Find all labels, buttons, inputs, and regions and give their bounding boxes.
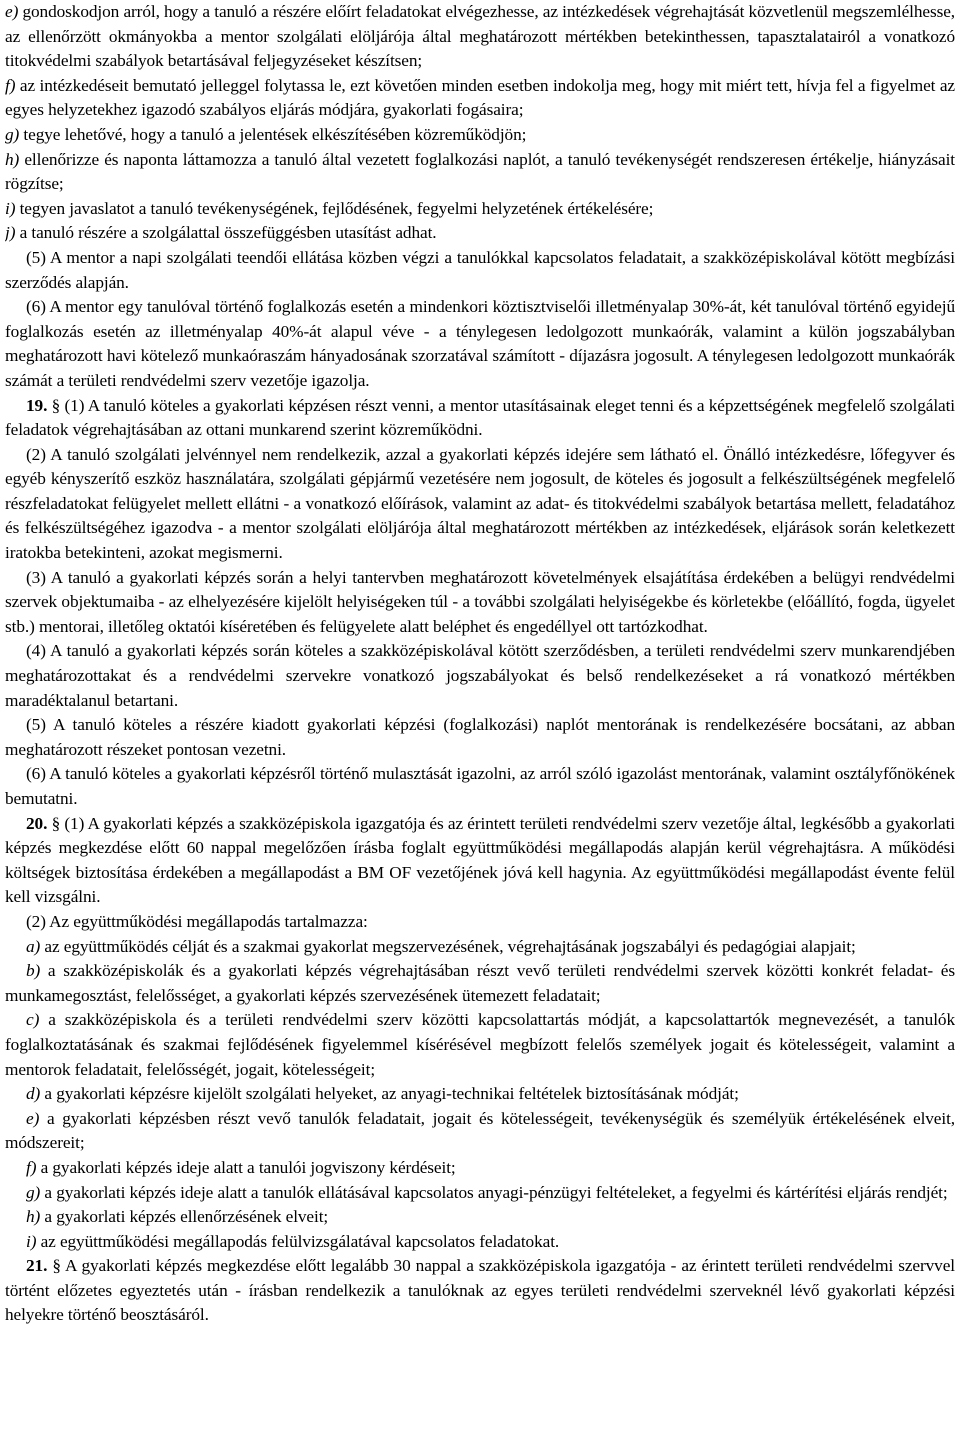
- document-page: [5, 0, 955, 1448]
- paragraph: [5, 123, 955, 148]
- paragraph: [5, 762, 955, 811]
- section-number: 21.: [26, 1256, 48, 1276]
- paragraph-text: (4) A tanuló a gyakorlati képzés során köteles a szakközépiskolával kötött szerződésben, a területi rendvédelmi szerv munkarendjében meghatározottakat és a rendvédelmi szervekre vonatkozó jogszabályokat és belső rendelkezéseket a rá vonatkozó mértékben maradéktalanul betartani.: [5, 641, 955, 710]
- list-marker: g): [26, 1182, 41, 1202]
- paragraph-text: a szakközépiskolák és a gyakorlati képzés végrehajtásában részt vevő területi rendvédelmi szervek közötti konkrét feladat- és munkamegosztást, felelősséget, a gyakorlati képzés szervezésének ütemezett feladatait;: [5, 961, 955, 1005]
- paragraph-text: § (1) A tanuló köteles a gyakorlati képzésen részt venni, a mentor utasításainak eleget tenni és a képzettségének megfelelő szolgálati feladatok végrehajtásában az ottani munkarend szerint közreműködni.: [5, 395, 955, 440]
- list-marker: b): [26, 961, 41, 981]
- paragraph-text: tegyen javaslatot a tanuló tevékenységének, fejlődésének, fegyelmi helyzetének értékelésére;: [15, 198, 654, 218]
- list-marker: g): [5, 124, 20, 144]
- paragraph-text: (3) A tanuló a gyakorlati képzés során a helyi tantervben meghatározott követelmények elsajátítása érdekében a belügyi rendvédelmi szervek objektumaiba - az elhelyezésére kijelölt helyiségeken túl - a további szolgálati helyiségekbe és körletekbe (előállító, fogda, ügyelet stb.) mentorai, illetőleg oktatói kíséretében és felügyelete alatt beléphet és engedéllyel ott tartózkodhat.: [5, 567, 955, 636]
- list-marker: h): [5, 149, 20, 169]
- paragraph-text: § (1) A gyakorlati képzés a szakközépiskola igazgatója és az érintett területi rendvédelmi szerv vezetője által, legkésőbb a gyakorlati képzés megkezdése előtt 60 nappal megelőzően írásba foglalt együttműködési megállapodás alapján kerül végrehajtásra. A működési költségek biztosítása érdekében a megállapodást a BM OF vezetőjének jóvá kell hagynia. Az együttműködési megállapodást évente felül kell vizsgálni.: [5, 813, 955, 907]
- paragraph: [5, 1181, 955, 1206]
- paragraph: [5, 935, 955, 960]
- list-marker: d): [26, 1084, 41, 1104]
- paragraph-text: a tanuló részére a szolgálattal összefüggésben utasítást adhat.: [15, 223, 437, 243]
- paragraph-text: a gyakorlati képzés ideje alatt a tanulók ellátásával kapcsolatos anyagi-pénzügyi feltételeket, a fegyelmi és kártérítési eljárás rendjét;: [40, 1182, 948, 1202]
- paragraph-text: (6) A tanuló köteles a gyakorlati képzésről történő mulasztását igazolni, az arról szóló igazolást mentorának, valamint osztályfőnökének bemutatni.: [5, 764, 955, 808]
- paragraph: [5, 394, 955, 443]
- list-marker: i): [5, 198, 16, 218]
- list-marker: e): [5, 2, 19, 21]
- paragraph: [5, 910, 955, 935]
- paragraph-text: a gyakorlati képzésben részt vevő tanulók feladatait, jogait és kötelességeit, tevékenységük és személyük értékelésének elveit, módszereit;: [5, 1108, 955, 1153]
- paragraph: [5, 1230, 955, 1255]
- paragraph-text: az együttműködési megállapodás felülvizsgálatával kapcsolatos feladatokat.: [36, 1231, 560, 1251]
- paragraph-text: § A gyakorlati képzés megkezdése előtt legalább 30 nappal a szakközépiskola igazgatója - az érintett területi rendvédelmi szervvel történt előzetes egyeztetés után - írásban rendelkezik a tanulóknak az egyes területi rendvédelmi szerveknél lévő gyakorlati képzési helyekre történő beosztásáról.: [5, 1256, 955, 1325]
- paragraph: [5, 0, 955, 74]
- paragraph: [5, 713, 955, 762]
- list-marker: e): [26, 1108, 40, 1128]
- paragraph: [5, 221, 955, 246]
- list-marker: c): [26, 1010, 40, 1030]
- paragraph: [5, 443, 955, 566]
- paragraph-text: az együttműködés célját és a szakmai gyakorlat megszervezésének, végrehajtásának jogszabályi és pedagógiai alapjait;: [40, 936, 856, 956]
- list-marker: f): [5, 75, 16, 95]
- paragraph-text: a gyakorlati képzés ideje alatt a tanulói jogviszony kérdéseit;: [36, 1157, 456, 1177]
- paragraph-text: gondoskodjon arról, hogy a tanuló a részére előírt feladatokat elvégezhesse, az intézkedések végrehajtását közvetlenül megszemlélhesse, az ellenőrzött okmányokba a mentor szolgálati elöljárója által meghatározott mértékben betekinthessen, tapasztalatairól a vonatkozó titokvédelmi szabályok betartásával feljegyzéseket készítsen;: [5, 2, 955, 71]
- section-number: 19.: [26, 395, 48, 415]
- paragraph: [5, 812, 955, 910]
- section-number: 20.: [26, 813, 48, 833]
- paragraph-text: az intézkedéseit bemutató jelleggel folytassa le, ezt követően minden esetben indokolja meg, hogy mit miért tett, hívja fel a figyelmet az egyes helyzetekhez igazodó szabályos eljárás módjára, gyakorlati fogásaira;: [5, 75, 955, 120]
- paragraph-text: (2) A tanuló szolgálati jelvénnyel nem rendelkezik, azzal a gyakorlati képzés idejére sem látható el. Önálló intézkedésre, lőfegyver és egyéb kényszerítő eszköz használatára, szolgálati gépjármű vezetésére nem jogosult, de köteles és jogosult a felkészültségének megfelelő részfeladatokat felügyelet mellett ellátni - a vonatkozó előírások, valamint az adat- és titokvédelmi szabályok betartása mellett, feladatához és felkészültségéhez igazodva - a mentor szolgálati elöljárója által meghatározott mértékben az intézkedések, eljárások során keletkezett iratokba betekinteni, azokat megismerni.: [5, 444, 955, 563]
- paragraph: [5, 74, 955, 123]
- paragraph: [5, 959, 955, 1008]
- paragraph-text: a szakközépiskola és a területi rendvédelmi szerv közötti kapcsolattartás módját, a kapcsolattartók megnevezését, a tanulók foglalkoztatásának és szakmai fejlődésének figyelemmel kísérésével megbízott felelős személyek jogait és kötelességeit, valamint a mentorok feladatait, felelősségét, jogait, kötelességeit;: [5, 1010, 955, 1079]
- paragraph: [5, 1008, 955, 1082]
- paragraph-text: (6) A mentor egy tanulóval történő foglalkozás esetén a mindenkori köztisztviselői illetményalap 30%-át, két tanulóval történő egyidejű foglalkozás esetén az illetményalap 40%-át alapul véve - a ténylegesen ledolgozott munkaórák, valamint a külön jogszabályban meghatározott havi kötelező munkaóraszám hányadosának szorzatával számított - díjazásra jogosult. A ténylegesen ledolgozott munkaórák számát a területi rendvédelmi szerv vezetője igazolja.: [5, 297, 955, 390]
- paragraph: [5, 1205, 955, 1230]
- paragraph: [5, 1082, 955, 1107]
- paragraph-text: a gyakorlati képzés ellenőrzésének elveit;: [40, 1207, 329, 1227]
- list-marker: j): [5, 223, 16, 243]
- paragraph: [5, 148, 955, 197]
- paragraph: [5, 295, 955, 393]
- paragraph-text: ellenőrizze és naponta láttamozza a tanuló által vezetett foglalkozási naplót, a tanuló tevékenységét rendszeresen értékelje, hiányzásait rögzítse;: [5, 149, 955, 194]
- paragraph: [5, 197, 955, 222]
- paragraph-text: tegye lehetővé, hogy a tanuló a jelentések elkészítésében közreműködjön;: [19, 124, 527, 144]
- paragraph: [5, 566, 955, 640]
- paragraph: [5, 1254, 955, 1328]
- paragraph: [5, 639, 955, 713]
- paragraph-text: (5) A mentor a napi szolgálati teendői ellátása közben végzi a tanulókkal kapcsolatos feladatait, a szakközépiskolával kötött megbízási szerződés alapján.: [5, 247, 955, 292]
- paragraph: [5, 1156, 955, 1181]
- list-marker: h): [26, 1207, 41, 1227]
- list-marker: i): [26, 1231, 37, 1251]
- list-marker: f): [26, 1157, 37, 1177]
- paragraph-text: (5) A tanuló köteles a részére kiadott gyakorlati képzési (foglalkozási) naplót mentorának is rendelkezésére bocsátani, az abban meghatározott részeket pontosan vezetni.: [5, 715, 955, 759]
- paragraph-text: (2) Az együttműködési megállapodás tartalmazza:: [26, 911, 368, 931]
- paragraph: [5, 246, 955, 295]
- paragraph: [5, 1107, 955, 1156]
- list-marker: a): [26, 936, 41, 956]
- paragraph-text: a gyakorlati képzésre kijelölt szolgálati helyeket, az anyagi-technikai feltételek biztosításának módját;: [40, 1084, 739, 1104]
